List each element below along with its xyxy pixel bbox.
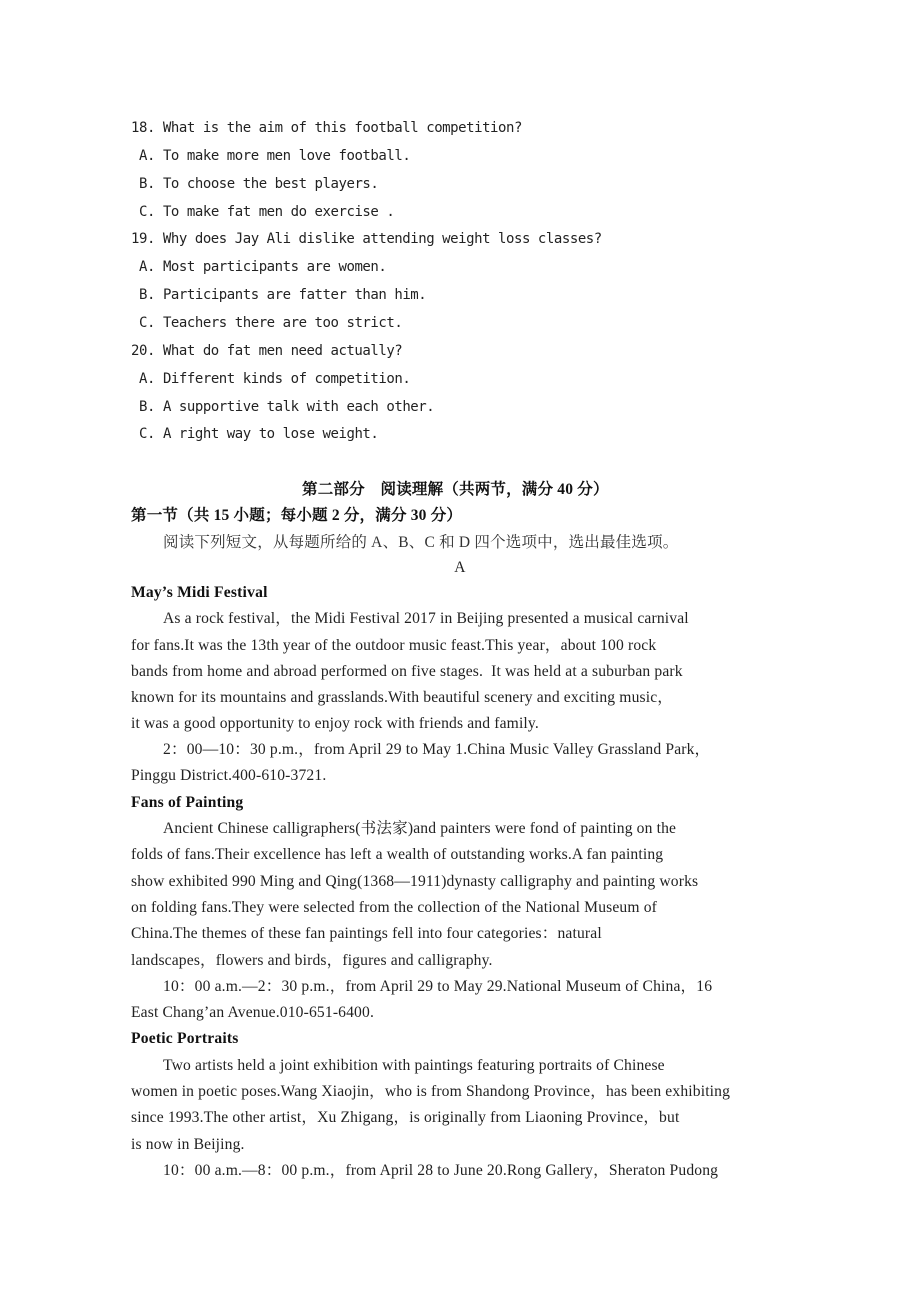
question-18 [131,118,522,138]
section-heading-fans-of-painting: Fans of Painting [131,794,244,811]
paragraph-line: on folding fans.They were selected from the collection of the National Museum of [131,899,657,916]
section-heading-midi-festival: May’s Midi Festival [131,584,268,601]
question-number: 20. [131,343,155,359]
paragraph-line: known for its mountains and grasslands.With beautiful scenery and exciting music， [131,689,674,706]
event-info-line: 2：00—10：30 p.m.，from April 29 to May 1.China Music Valley Grassland Park， [163,741,711,758]
option-text: A supportive talk with each other. [162,399,435,415]
option-label: C. [139,204,155,220]
question-text: What do fat men need actually? [162,343,403,359]
instructions: 阅读下列短文，从每题所给的 A、B、C 和 D 四个选项中，选出最佳选项。 [163,534,679,551]
paragraph-line: folds of fans.Their excellence has left a wealth of outstanding works.A fan painting [131,846,664,863]
option-label: A. [139,259,155,275]
option-20a [139,369,410,389]
question-text: What is the aim of this football competition? [162,120,522,136]
option-19c [139,313,402,333]
option-label: A. [139,371,155,387]
question-20 [131,341,402,361]
option-18a [139,146,410,166]
section-one-title: 第一节（共 15 小题；每小题 2 分，满分 30 分） [131,507,463,524]
part-two-title: 第二部分 阅读理解（共两节，满分 40 分） [302,481,609,498]
event-info-line: Pinggu District.400-610-3721. [131,767,327,784]
option-text: Teachers there are too strict. [162,315,403,331]
option-20b [139,397,434,417]
paragraph-line: women in poetic poses.Wang Xiaojin，who is from Shandong Province，has been exhibiting [131,1083,731,1100]
option-19a [139,257,386,277]
event-info-line: 10：00 a.m.—8：00 p.m.，from April 28 to June 20.Rong Gallery，Sheraton Pudong [163,1162,719,1179]
paragraph-line: it was a good opportunity to enjoy rock with friends and family. [131,715,539,732]
paragraph-line: for fans.It was the 13th year of the outdoor music feast.This year，about 100 rock [131,637,657,654]
paragraph-line: landscapes，flowers and birds，figures and calligraphy. [131,952,493,969]
option-label: C. [139,315,155,331]
option-text: To make more men love football. [162,148,411,164]
paragraph-line: since 1993.The other artist，Xu Zhigang，is originally from Liaoning Province，but [131,1109,680,1126]
question-number: 19. [131,231,155,247]
option-18b [139,174,378,194]
option-19b [139,285,426,305]
paragraph-line: Ancient Chinese calligraphers(书法家)and painters were fond of painting on the [163,820,677,837]
paragraph-line: bands from home and abroad performed on five stages. It was held at a suburban park [131,663,683,680]
paragraph-line: China.The themes of these fan paintings fell into four categories：natural [131,925,602,942]
option-text: Most participants are women. [162,259,387,275]
paragraph-line: is now in Beijing. [131,1136,245,1153]
option-label: C. [139,426,155,442]
option-label: B. [139,399,155,415]
event-info-line: East Chang’an Avenue.010-651-6400. [131,1004,374,1021]
option-text: To make fat men do exercise . [162,204,395,220]
paragraph-line: Two artists held a joint exhibition with paintings featuring portraits of Chinese [163,1057,665,1074]
option-text: Participants are fatter than him. [162,287,427,303]
option-label: A. [139,148,155,164]
question-number: 18. [131,120,155,136]
option-text: A right way to lose weight. [162,426,379,442]
paragraph-line: show exhibited 990 Ming and Qing(1368—1911)dynasty calligraphy and painting works [131,873,699,890]
option-label: B. [139,176,155,192]
paragraph-line: As a rock festival，the Midi Festival 2017 in Beijing presented a musical carnival [163,610,689,627]
option-18c [139,202,394,222]
passage-label: A [454,559,466,576]
question-19 [131,229,602,249]
option-text: Different kinds of competition. [162,371,411,387]
section-heading-poetic-portraits: Poetic Portraits [131,1030,239,1047]
question-text: Why does Jay Ali dislike attending weight loss classes? [162,231,602,247]
event-info-line: 10：00 a.m.—2：30 p.m.，from April 29 to May 29.National Museum of China，16 [163,978,713,995]
option-label: B. [139,287,155,303]
option-text: To choose the best players. [162,176,379,192]
option-20c [139,424,378,444]
